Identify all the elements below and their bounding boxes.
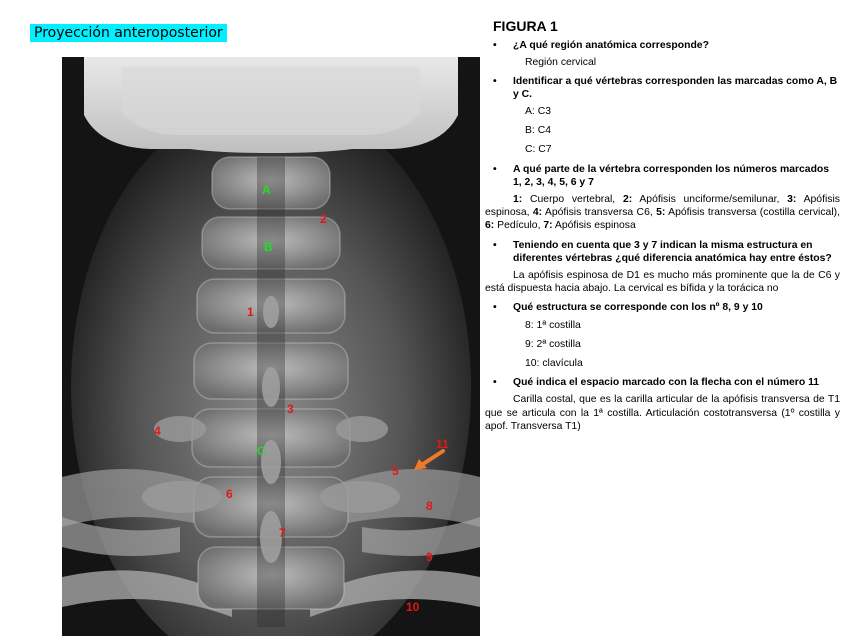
answer-3-text: Pedículo, [494, 220, 544, 232]
answer-3-text: Apófisis espinosa [552, 220, 636, 232]
marker-1: 1 [247, 305, 254, 319]
answer-2-b: B: C4 [525, 125, 551, 137]
marker-8: 8 [426, 499, 433, 513]
answer-3-key: 3: [787, 194, 797, 206]
question-3: • A qué parte de la vértebra corresponden los números marcados 1, 2, 3, 4, 5, 6 y 7 [485, 163, 840, 189]
answer-3-key: 2: [622, 194, 633, 206]
answer-3-key: 7: [543, 220, 553, 232]
marker-11: 11 [436, 437, 449, 451]
marker-10: 10 [406, 600, 420, 614]
answer-3-text: Cuerpo vertebral, [522, 194, 623, 206]
answer-2-c: C: C7 [525, 144, 552, 156]
section-title: Proyección anteroposterior [30, 24, 227, 42]
marker-9: 9 [426, 550, 433, 564]
answer-6: Carilla costal, que es la carilla articular de la apófisis transversa de T1 que se articula con la 1ª costilla. Articulación costotransversa (1º costilla y apof. Transversa T1) [485, 394, 840, 432]
answer-3-text: Apófisis espinosa, [485, 194, 840, 219]
marker-5: 5 [392, 464, 399, 478]
arrow-icon [410, 448, 446, 474]
answer-1: Región cervical [525, 57, 597, 69]
marker-4: 4 [154, 424, 161, 438]
answer-3-key: 6: [485, 220, 495, 232]
question-2: • Identificar a qué vértebras corresponden las marcadas como A, B y C. [485, 75, 840, 101]
answer-3-key: 5: [656, 207, 666, 219]
marker-c: C [257, 444, 266, 458]
answer-2-a: A: C3 [525, 106, 551, 118]
question-4: • Teniendo en cuenta que 3 y 7 indican la misma estructura en diferentes vértebras ¿qué diferencia anatómica hay entre éstos? [485, 239, 840, 265]
question-1: • ¿A qué región anatómica corresponde? [485, 39, 840, 52]
question-6: • Qué indica el espacio marcado con la flecha con el número 11 [485, 376, 840, 389]
answer-3-text: Apófisis transversa C6, [542, 207, 657, 219]
answer-3-key: 4: [532, 207, 543, 219]
answer-5-8: 8: 1ª costilla [525, 319, 581, 331]
figure-text-panel [485, 20, 840, 439]
marker-b: B [264, 240, 273, 254]
answer-3-text: Apófisis transversa (costilla cervical), [665, 207, 840, 219]
answer-5-10: 10: clavícula [525, 358, 583, 370]
answer-4: La apófisis espinosa de D1 es mucho más prominente que la de C6 y está dispuesta hacia abajo. La cervical es bífida y la torácica no [485, 270, 840, 295]
figure-title: FIGURA 1 [493, 18, 558, 34]
answer-5-9: 9: 2ª costilla [525, 338, 581, 350]
marker-a: A [262, 183, 271, 197]
marker-6: 6 [226, 487, 233, 501]
xray-illustration [62, 57, 480, 636]
cervical-xray-image [62, 57, 480, 636]
marker-2: 2 [320, 212, 327, 226]
marker-7: 7 [279, 526, 286, 540]
marker-3: 3 [287, 402, 294, 416]
answer-3 [485, 193, 840, 233]
answer-3-text: Apófisis unciforme/semilunar, [632, 194, 788, 206]
answer-3-key: 1: [513, 194, 523, 206]
question-5: • Qué estructura se corresponde con los nº 8, 9 y 10 [485, 301, 840, 314]
